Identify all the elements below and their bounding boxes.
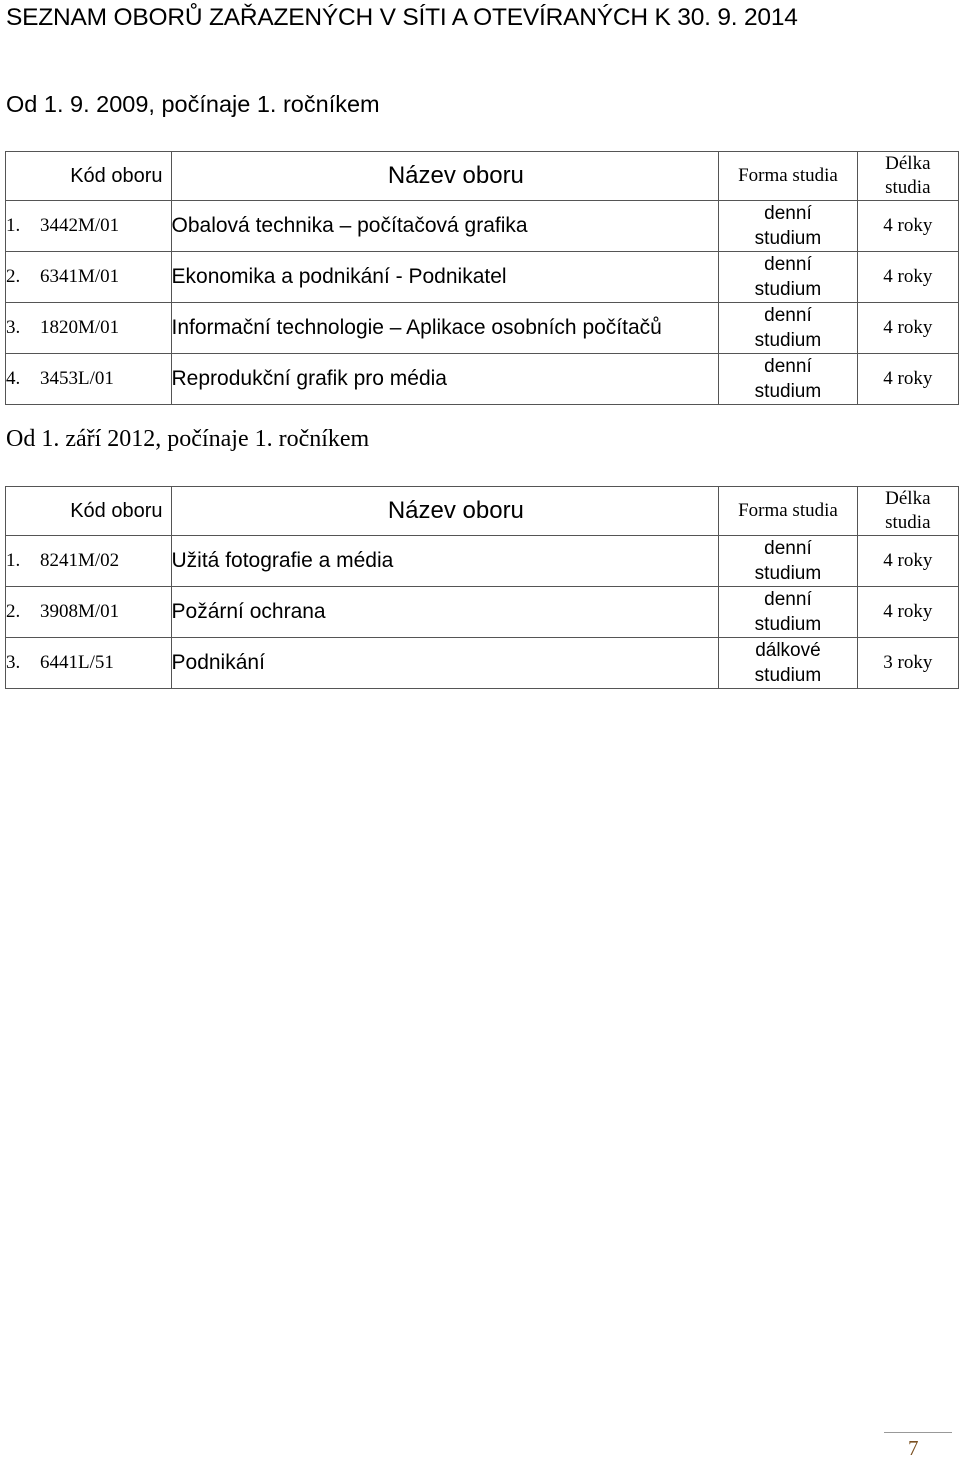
study-form-line1: denní	[764, 254, 812, 275]
study-form-line2: studium	[754, 279, 822, 300]
table-row	[6, 303, 959, 354]
study-form-line1: dálkové	[755, 640, 821, 661]
study-form	[719, 536, 857, 587]
table-row	[6, 536, 959, 587]
column-header-name: Název oboru	[171, 152, 719, 201]
study-form-line1: denní	[764, 538, 812, 559]
program-name: Informační technologie – Aplikace osobních počítačů	[171, 303, 719, 354]
column-header-code: Kód oboru	[6, 487, 172, 536]
program-code: 8241M/02	[40, 550, 120, 571]
study-length: 4 roky	[857, 252, 958, 303]
study-form-line2: studium	[754, 330, 822, 351]
table-header-row	[6, 152, 959, 201]
program-code: 3442M/01	[40, 215, 120, 236]
program-name: Ekonomika a podnikání - Podnikatel	[171, 252, 719, 303]
column-header-code: Kód oboru	[6, 152, 172, 201]
program-code-cell	[6, 536, 172, 587]
study-form-line1: denní	[764, 356, 812, 377]
program-code: 6341M/01	[40, 266, 120, 287]
study-form-line2: studium	[754, 665, 822, 686]
program-name: Užitá fotografie a média	[171, 536, 719, 587]
column-header-length-line1: Délka	[885, 488, 931, 509]
program-name: Obalová technika – počítačová grafika	[171, 201, 719, 252]
study-length: 4 roky	[857, 354, 958, 405]
study-length: 3 roky	[857, 638, 958, 689]
row-number: 4.	[6, 368, 21, 389]
table-row	[6, 252, 959, 303]
program-code-cell	[6, 201, 172, 252]
column-header-length	[857, 487, 958, 536]
table-row	[6, 587, 959, 638]
table-row	[6, 354, 959, 405]
program-code: 1820M/01	[40, 317, 120, 338]
program-name: Podnikání	[171, 638, 719, 689]
program-code-cell	[6, 354, 172, 405]
page-number: 7	[908, 1436, 919, 1460]
study-form	[719, 303, 857, 354]
program-code-cell	[6, 252, 172, 303]
study-programs-table	[5, 486, 959, 689]
study-form-line1: denní	[764, 203, 812, 224]
row-number: 2.	[6, 601, 21, 622]
program-code-cell	[6, 587, 172, 638]
row-number: 1.	[6, 215, 21, 236]
column-header-form: Forma studia	[719, 487, 857, 536]
program-code-cell	[6, 638, 172, 689]
study-form	[719, 587, 857, 638]
column-header-form: Forma studia	[719, 152, 857, 201]
study-form-line1: denní	[764, 305, 812, 326]
document-title: SEZNAM OBORŮ ZAŘAZENÝCH V SÍTI A OTEVÍRANÝCH K 30. 9. 2014	[6, 4, 798, 31]
column-header-length-line1: Délka	[885, 153, 931, 174]
program-code-cell	[6, 303, 172, 354]
section-heading: Od 1. 9. 2009, počínaje 1. ročníkem	[6, 91, 380, 117]
row-number: 1.	[6, 550, 21, 571]
study-length: 4 roky	[857, 201, 958, 252]
study-form-line1: denní	[764, 589, 812, 610]
row-number: 2.	[6, 266, 21, 287]
row-number: 3.	[6, 317, 21, 338]
study-form-line2: studium	[754, 563, 822, 584]
program-code: 3908M/01	[40, 601, 120, 622]
program-name: Reprodukční grafik pro média	[171, 354, 719, 405]
column-header-length-line2: studia	[885, 177, 931, 198]
study-length: 4 roky	[857, 303, 958, 354]
program-code: 3453L/01	[40, 368, 114, 389]
column-header-length	[857, 152, 958, 201]
study-length: 4 roky	[857, 536, 958, 587]
study-length: 4 roky	[857, 587, 958, 638]
column-header-name: Název oboru	[171, 487, 719, 536]
study-form	[719, 638, 857, 689]
program-code: 6441L/51	[40, 652, 114, 673]
study-form-line2: studium	[754, 381, 822, 402]
study-form-line2: studium	[754, 614, 822, 635]
section-heading: Od 1. září 2012, počínaje 1. ročníkem	[6, 426, 370, 452]
row-number: 3.	[6, 652, 21, 673]
table-header-row	[6, 487, 959, 536]
study-programs-table	[5, 151, 959, 405]
program-name: Požární ochrana	[171, 587, 719, 638]
table-row	[6, 638, 959, 689]
footer-divider	[884, 1432, 952, 1433]
column-header-length-line2: studia	[885, 512, 931, 533]
study-form	[719, 252, 857, 303]
study-form	[719, 201, 857, 252]
study-form-line2: studium	[754, 228, 822, 249]
study-form	[719, 354, 857, 405]
table-row	[6, 201, 959, 252]
